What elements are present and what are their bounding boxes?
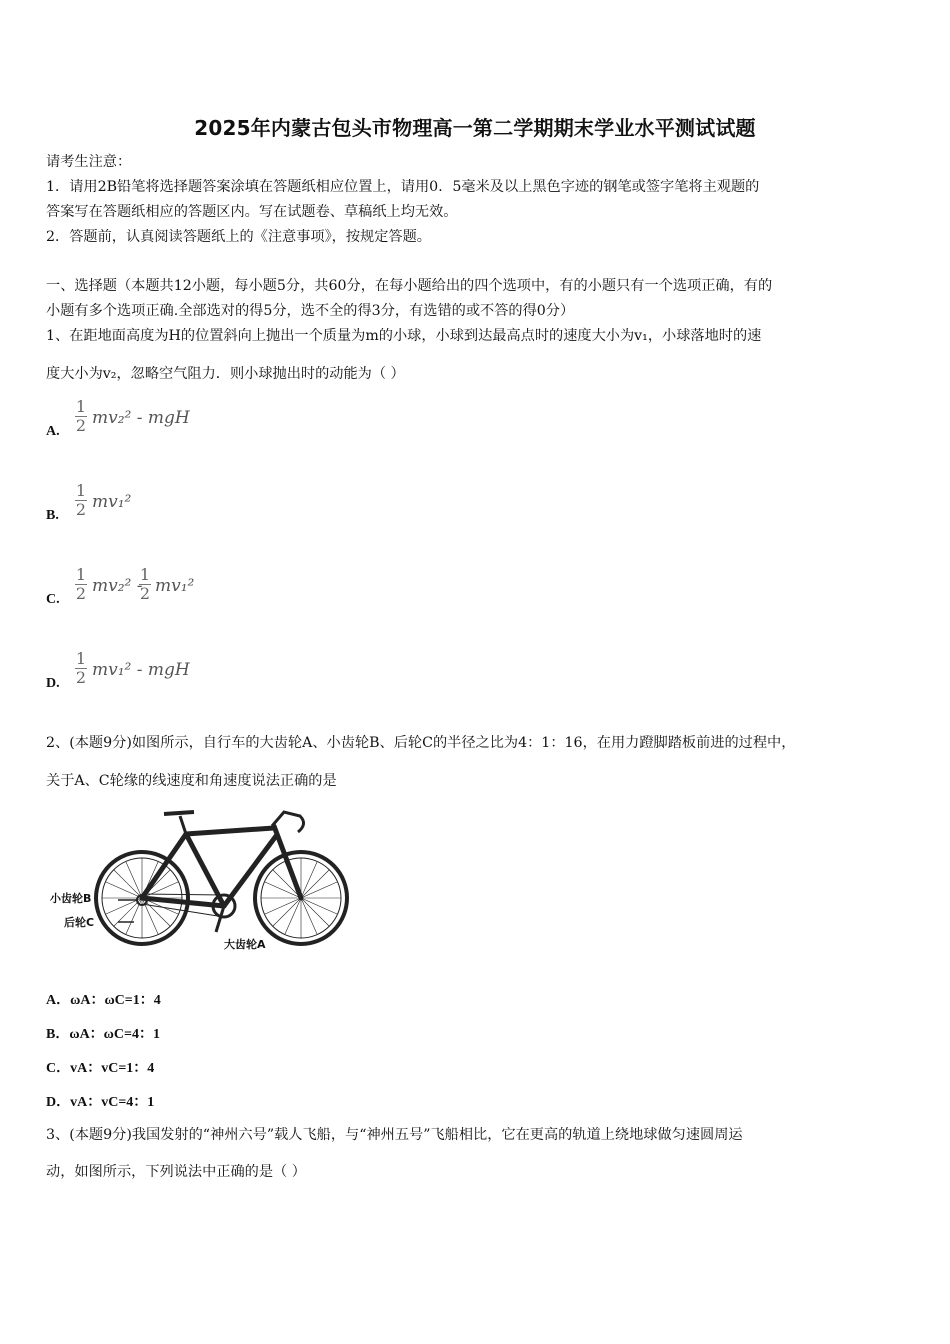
fraction bbox=[75, 650, 87, 687]
q2-answer-c: C．vA：vC=1：4 bbox=[46, 1061, 155, 1076]
q3-stem-line-2: 动，如图所示，下列说法中正确的是（ ） bbox=[46, 1164, 306, 1180]
fraction bbox=[75, 566, 87, 603]
fraction bbox=[75, 398, 87, 435]
fraction-numerator: 1 bbox=[75, 565, 87, 584]
option-letter: C. bbox=[46, 592, 60, 607]
q1-stem-line-2: 度大小为v₂，忽略空气阻力．则小球抛出时的动能为（ ） bbox=[46, 366, 405, 382]
notice-line-3: 2．答题前，认真阅读答题纸上的《注意事项》，按规定答题。 bbox=[46, 229, 431, 245]
bicycle-figure bbox=[46, 806, 356, 956]
label-small-gear: 小齿轮B bbox=[50, 892, 92, 905]
fraction-numerator: 1 bbox=[139, 565, 151, 584]
label-rear-wheel: 后轮C bbox=[64, 916, 95, 929]
fraction-denominator: 2 bbox=[75, 500, 87, 519]
option-letter: D. bbox=[46, 676, 60, 691]
bicycle-drawing bbox=[46, 806, 356, 956]
formula-expression: mv₁² bbox=[155, 576, 195, 596]
notice-line-1: 1．请用2B铅笔将选择题答案涂填在答题纸相应位置上，请用0．5毫米及以上黑色字迹的钢笔或签字笔将主观题的 bbox=[46, 179, 760, 195]
section-intro-line-1: 一、选择题（本题共12小题，每小题5分，共60分，在每小题给出的四个选项中，有的小题只有一个选项正确，有的 bbox=[46, 278, 773, 294]
formula-expression: mv₂² - bbox=[92, 576, 143, 596]
fraction bbox=[139, 566, 151, 603]
q1-stem-line-1: 1、在距地面高度为H的位置斜向上抛出一个质量为m的小球，小球到达最高点时的速度大小为v₁，小球落地时的速 bbox=[46, 328, 762, 344]
section-intro-line-2: 小题有多个选项正确.全部选对的得5分，选不全的得3分，有选错的或不答的得0分） bbox=[46, 303, 575, 319]
notice-heading: 请考生注意： bbox=[46, 154, 132, 170]
page-title: 2025年内蒙古包头市物理高一第二学期期末学业水平测试试题 bbox=[194, 116, 756, 140]
q2-answer-d: D．vA：vC=4：1 bbox=[46, 1095, 155, 1110]
notice-line-2: 答案写在答题纸相应的答题区内。写在试题卷、草稿纸上均无效。 bbox=[46, 204, 458, 220]
q2-stem-line-1: 2、(本题9分)如图所示，自行车的大齿轮A、小齿轮B、后轮C的半径之比为4：1：16，在用力蹬脚踏板前进的过程中， bbox=[46, 735, 796, 751]
fraction-denominator: 2 bbox=[75, 584, 87, 603]
option-letter: A. bbox=[46, 424, 60, 439]
option-letter: B. bbox=[46, 508, 59, 523]
q3-stem-line-1: 3、(本题9分)我国发射的“神州六号”载人飞船，与“神州五号”飞船相比，它在更高的轨道上绕地球做匀速圆周运 bbox=[46, 1127, 743, 1143]
q2-answer-b: B．ωA：ωC=4：1 bbox=[46, 1027, 161, 1042]
q2-stem-line-2: 关于A、C轮缘的线速度和角速度说法正确的是 bbox=[46, 773, 337, 789]
fraction bbox=[75, 482, 87, 519]
formula-expression: mv₁² - mgH bbox=[92, 660, 190, 680]
label-big-gear: 大齿轮A bbox=[224, 938, 266, 951]
fraction-denominator: 2 bbox=[139, 584, 151, 603]
formula-expression: mv₂² - mgH bbox=[92, 408, 190, 428]
fraction-numerator: 1 bbox=[75, 397, 87, 416]
fraction-numerator: 1 bbox=[75, 481, 87, 500]
fraction-denominator: 2 bbox=[75, 668, 87, 687]
q2-answer-a: A．ωA：ωC=1：4 bbox=[46, 993, 161, 1008]
formula-expression: mv₁² bbox=[92, 492, 132, 512]
fraction-numerator: 1 bbox=[75, 649, 87, 668]
fraction-denominator: 2 bbox=[75, 416, 87, 435]
